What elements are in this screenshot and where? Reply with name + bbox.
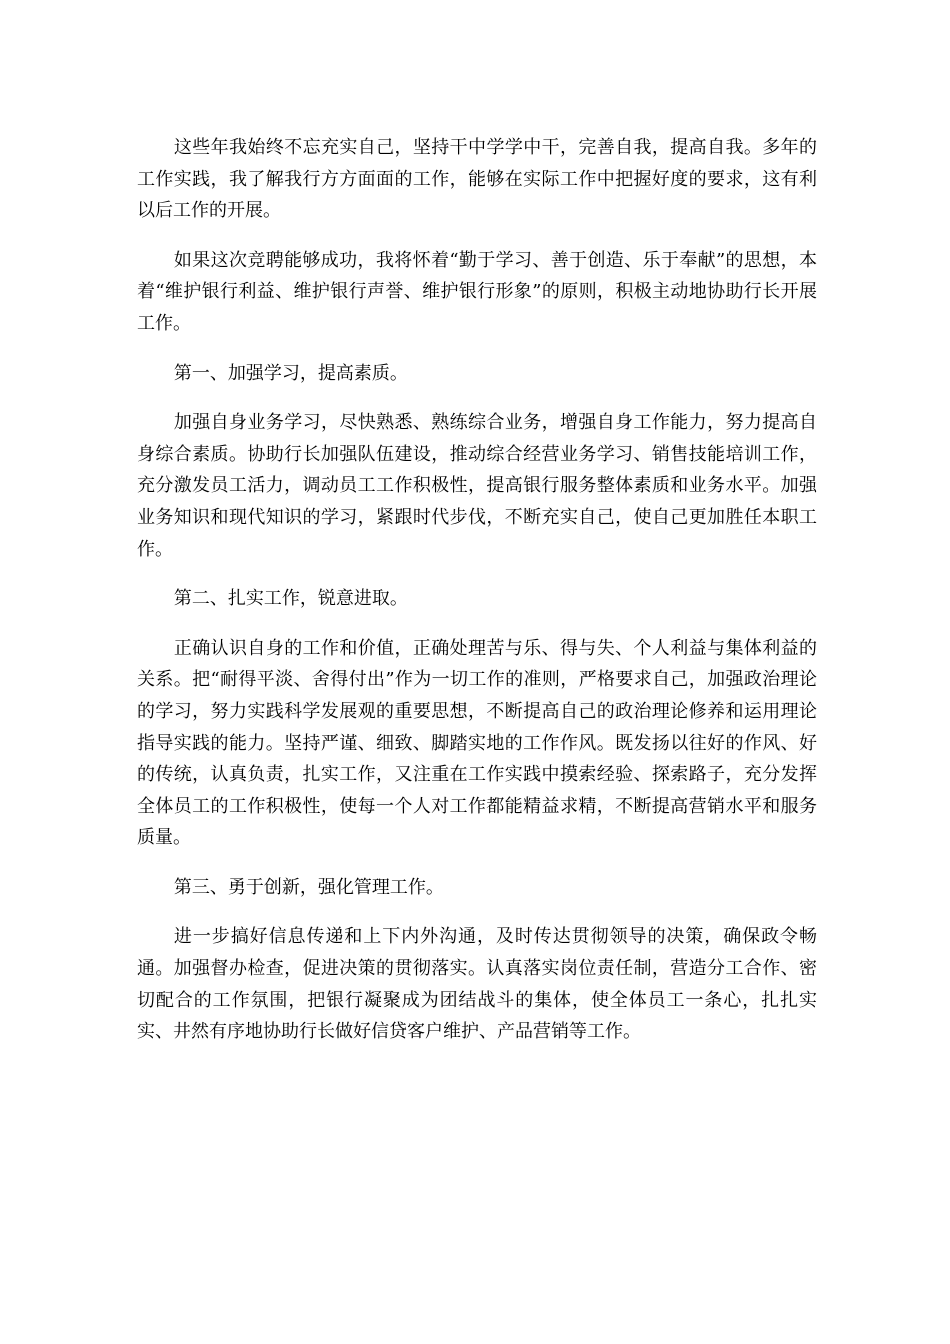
section-heading-1: 第一、加强学习，提高素质。 (173, 362, 408, 384)
section-heading-2: 第二、扎实工作，锐意进取。 (173, 588, 408, 610)
paragraph-section-1: 加强自身业务学习，尽快熟悉、熟练综合业务，增强自身工作能力，努力提高自身综合素质。协助行长加强队伍建设，推动综合经营业务学习、销售技能培训工作，充分激发员工活力，调动员工工作积极性，提高银行服务整体素质和业务水平。加强业务知识和现代知识的学习，紧跟时代步伐，不断充实自己，使自己更加胜任本职工作。 (137, 412, 817, 560)
paragraph-section-3: 进一步搞好信息传递和上下内外沟通，及时传达贯彻领导的决策，确保政令畅通。加强督办检查，促进决策的贯彻落实。认真落实岗位责任制，营造分工合作、密切配合的工作氛围，把银行凝聚成为团结战斗的集体，使全体员工一条心，扎扎实实、井然有序地协助行长做好信贷客户维护、产品营销等工作。 (137, 926, 817, 1043)
paragraph-self-improvement: 这些年我始终不忘充实自己，坚持干中学学中干，完善自我，提高自我。多年的工作实践，我了解我行方方面面的工作，能够在实际工作中把握好度的要求，这有利以后工作的开展。 (137, 137, 817, 222)
paragraph-commitment: 如果这次竞聘能够成功，我将怀着“勤于学习、善于创造、乐于奉献”的思想，本着“维护银行利益、维护银行声誉、维护银行形象”的原则，积极主动地协助行长开展工作。 (137, 249, 817, 334)
paragraph-section-2: 正确认识自身的工作和价值，正确处理苦与乐、得与失、个人利益与集体利益的关系。把“耐得平淡、舍得付出”作为一切工作的准则，严格要求自己，加强政治理论的学习，努力实践科学发展观的重要思想，不断提高自己的政治理论修养和运用理论指导实践的能力。坚持严谨、细致、脚踏实地的工作作风。既发扬以往好的作风、好的传统，认真负责，扎实工作，又注重在工作实践中摸索经验、探索路子，充分发挥全体员工的工作积极性，使每一个人对工作都能精益求精，不断提高营销水平和服务质量。 (137, 637, 817, 849)
document-body (137, 132, 817, 1066)
section-heading-3: 第三、勇于创新，强化管理工作。 (173, 876, 444, 898)
